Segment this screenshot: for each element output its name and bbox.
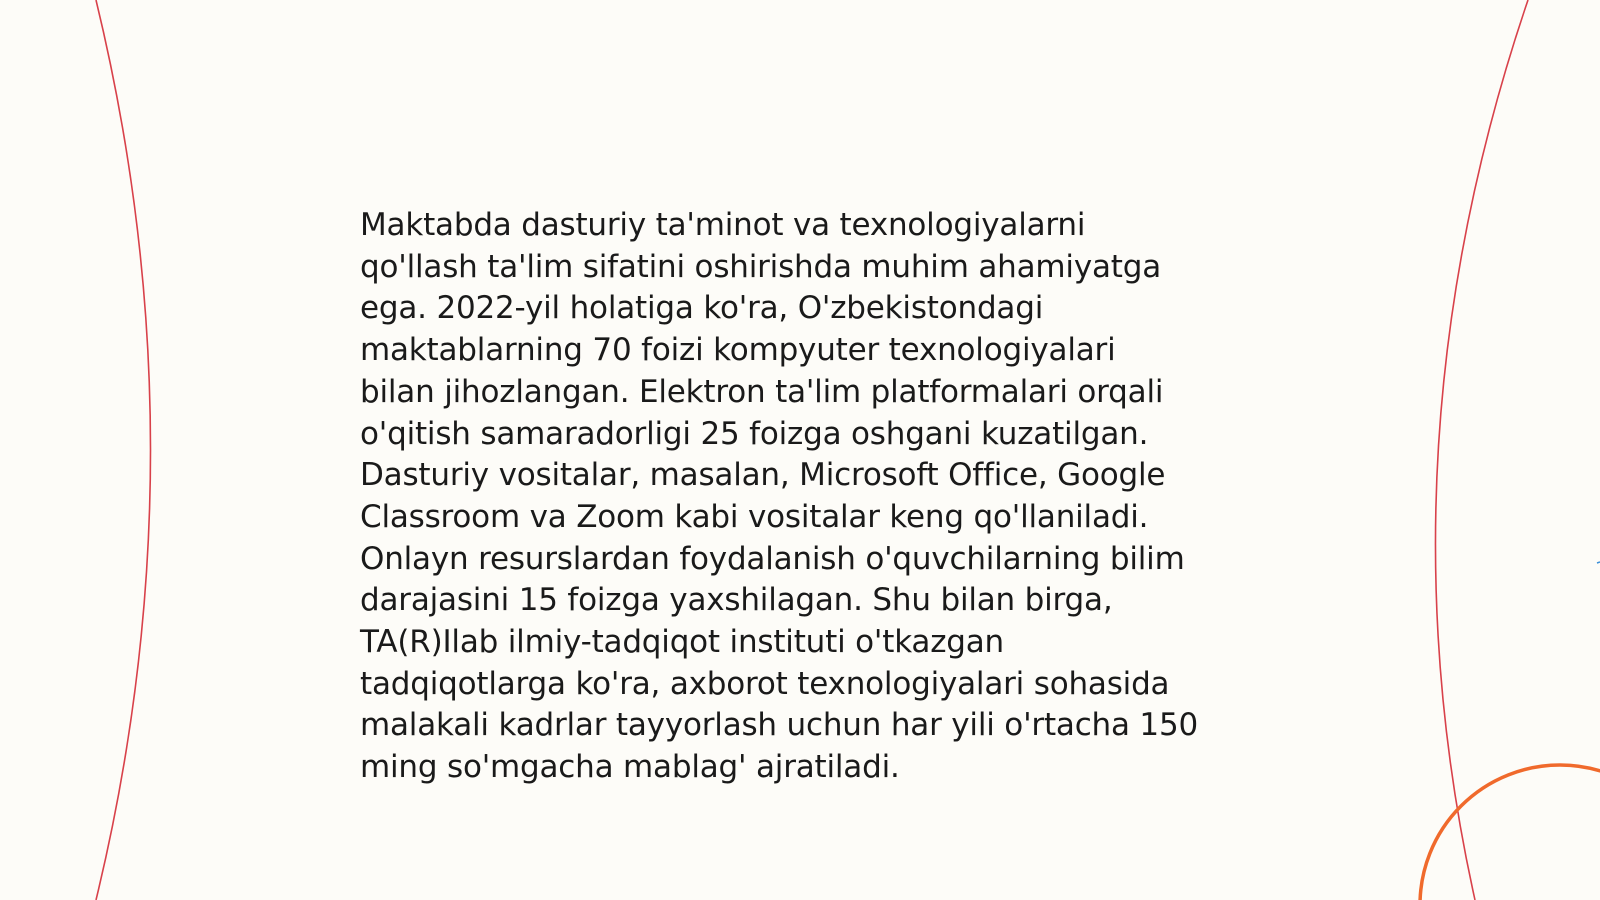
- left-decorative-arc: [96, 0, 151, 900]
- text-line: ming so'mgacha mablag' ajratiladi.: [360, 749, 900, 786]
- body-paragraph: [360, 205, 1260, 789]
- text-line: Maktabda dasturiy ta'minot va texnologiyalarni: [360, 207, 1086, 243]
- text-line: bilan jihozlangan. Elektron ta'lim platformalari orqali: [360, 373, 1164, 410]
- text-line: darajasini 15 foizga yaxshilagan. Shu bilan birga,: [360, 582, 1113, 619]
- text-line: o'qitish samaradorligi 25 foizga oshgani kuzatilgan.: [360, 415, 1149, 452]
- text-line: tadqiqotlarga ko'ra, axborot texnologiyalari sohasida: [360, 665, 1170, 702]
- orange-decorative-circle: [1420, 765, 1600, 900]
- text-line: Onlayn resurslardan foydalanish o'quvchilarning bilim: [360, 540, 1185, 577]
- text-line: Dasturiy vositalar, masalan, Microsoft Office, Google: [360, 457, 1166, 494]
- right-decorative-arc: [1435, 0, 1528, 900]
- text-line: Classroom va Zoom kabi vositalar keng qo'llaniladi.: [360, 498, 1149, 535]
- text-line: qo'llash ta'lim sifatini oshirishda muhim ahamiyatga: [360, 248, 1161, 285]
- text-line: maktablarning 70 foizi kompyuter texnologiyalari: [360, 332, 1116, 369]
- text-line: malakali kadrlar tayyorlash uchun har yili o'rtacha 150: [360, 707, 1199, 744]
- text-line: ega. 2022-yil holatiga ko'ra, O'zbekistondagi: [360, 290, 1044, 327]
- text-line: TA(R)Ilab ilmiy-tadqiqot instituti o'tkazgan: [360, 624, 1004, 661]
